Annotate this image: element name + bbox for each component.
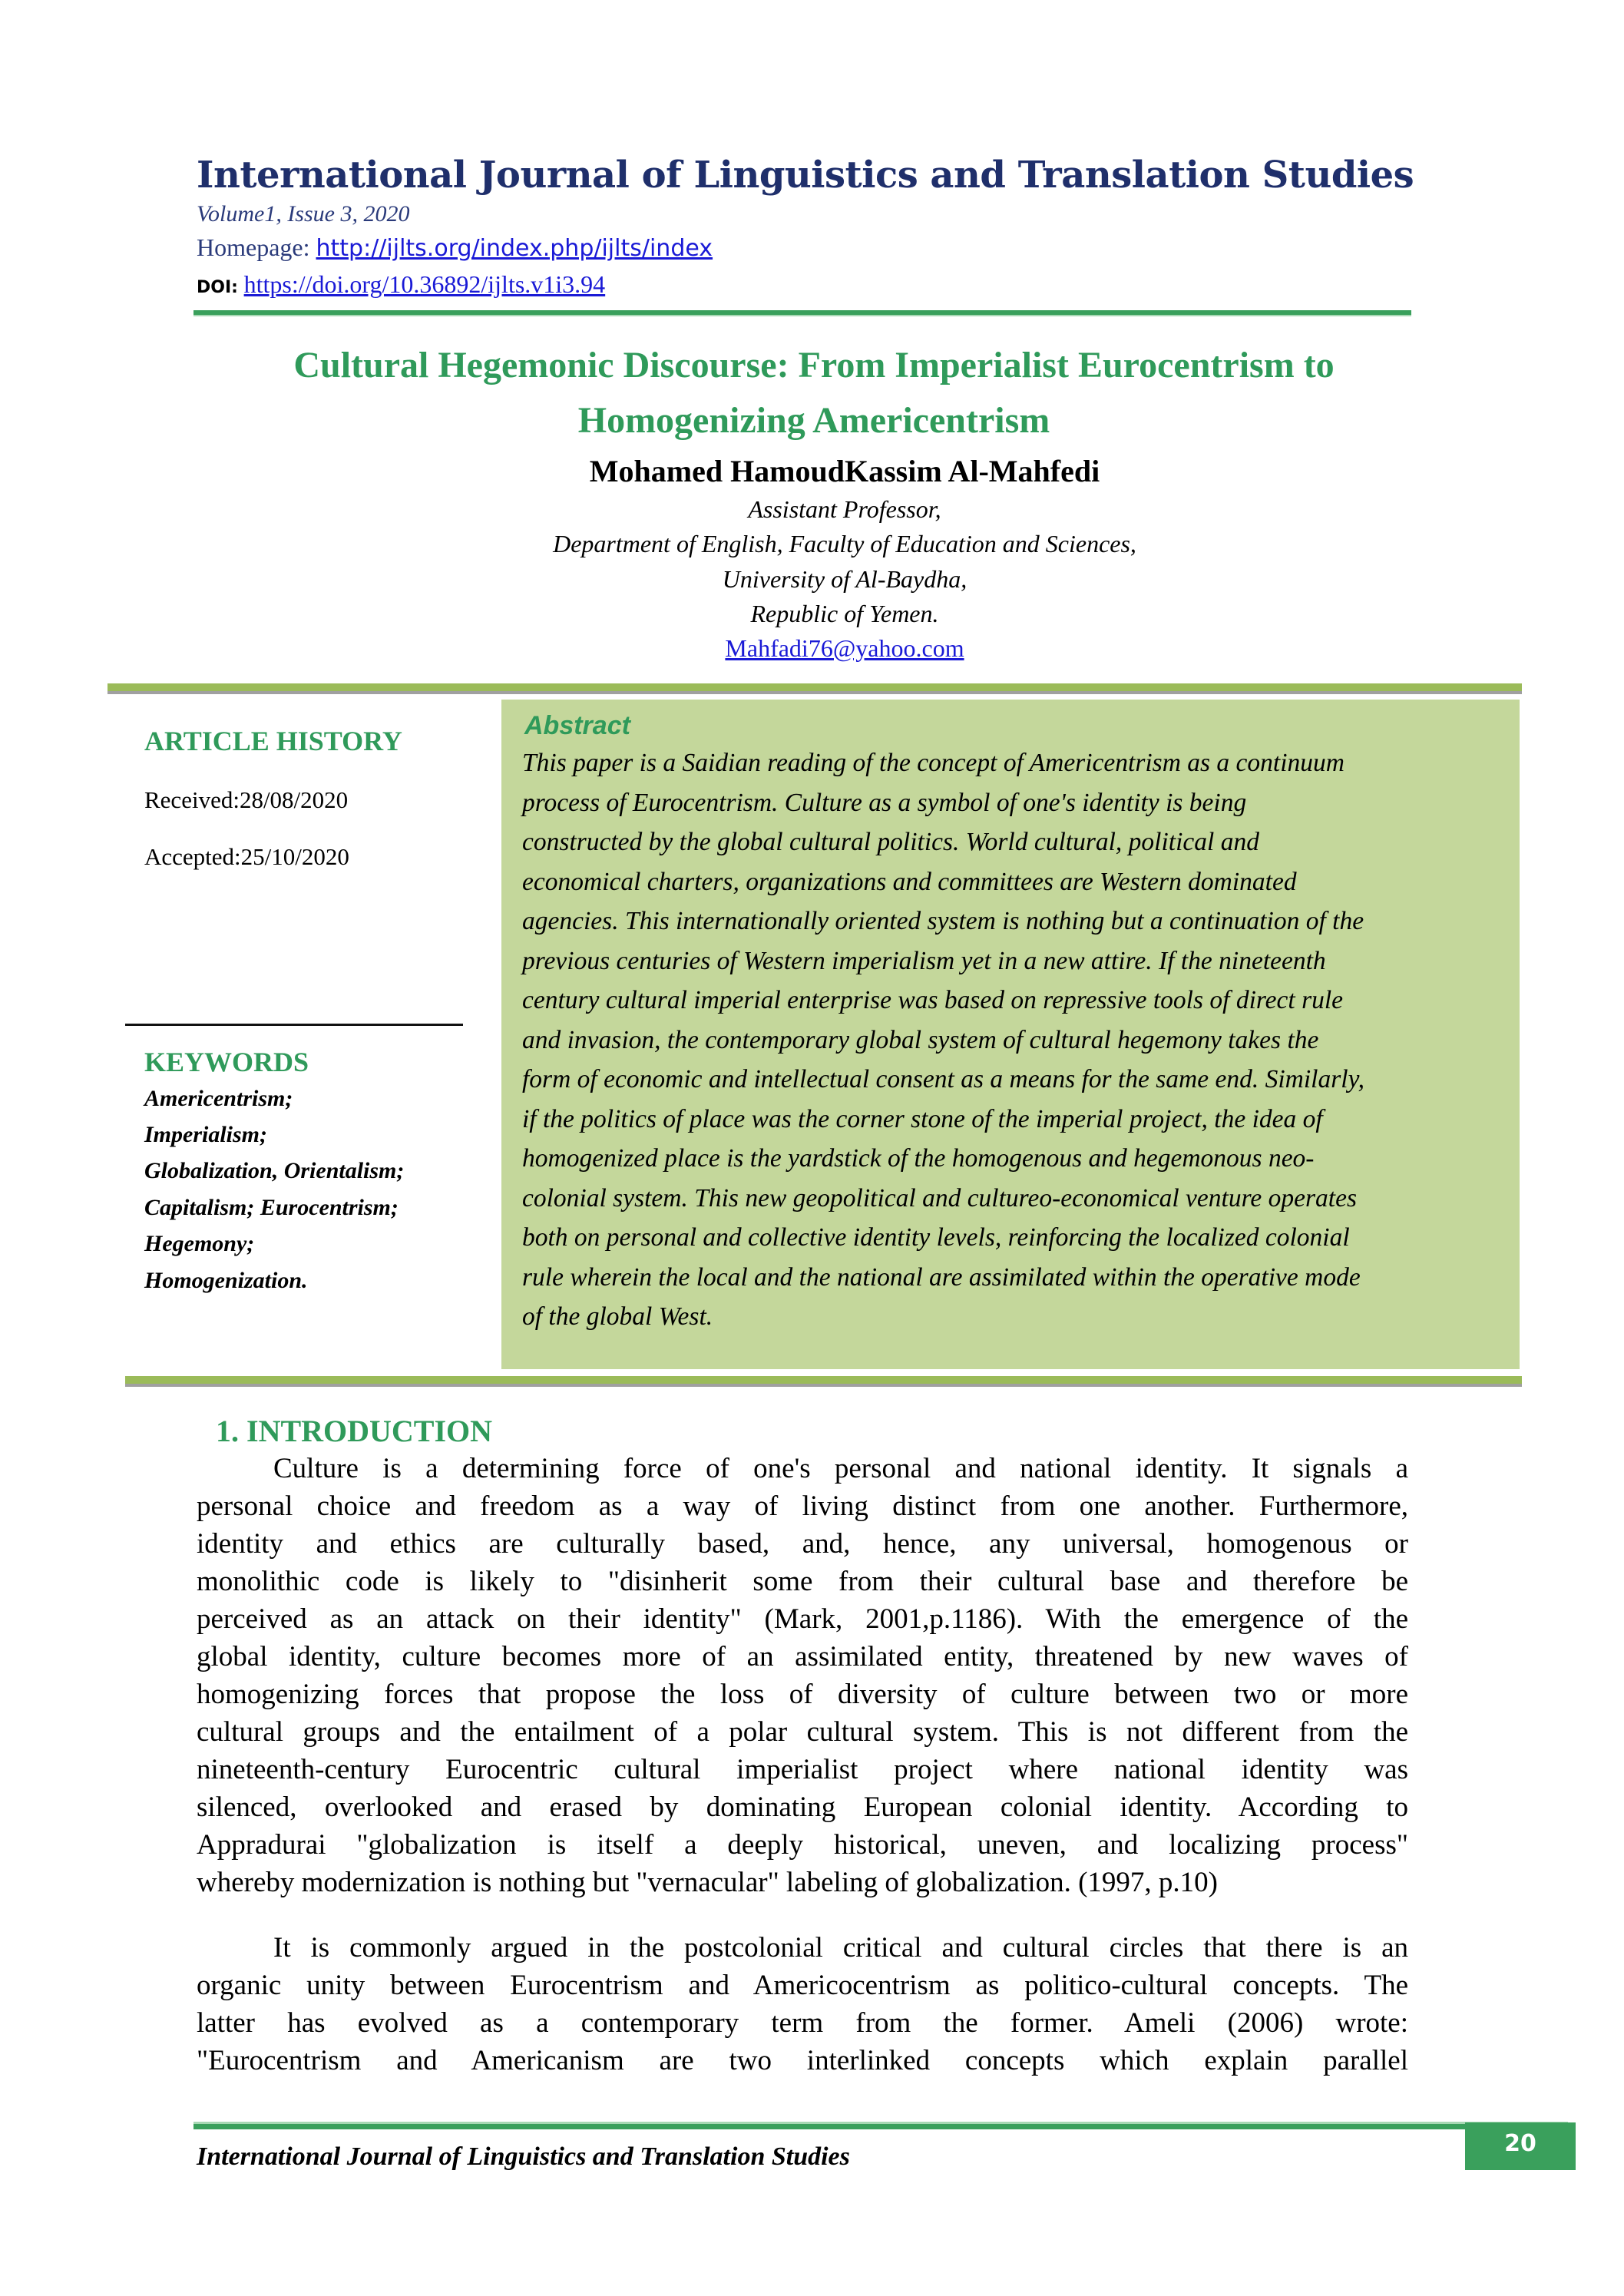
doi-line xyxy=(197,270,605,299)
abstract-band-bottom-shadow xyxy=(125,1384,1522,1387)
abstract-line: if the politics of place was the corner stone of the imperial project, the idea of xyxy=(522,1104,1323,1133)
body-line: "Eurocentrism and Americanism are two interlinked concepts which explain parallel xyxy=(197,2045,1408,2076)
paper-title-line-1: Cultural Hegemonic Discourse: From Imperialist Eurocentrism to xyxy=(293,345,1335,385)
accepted-date: Accepted:25/10/2020 xyxy=(144,843,349,870)
sidebar-divider xyxy=(125,1024,463,1026)
introduction-paragraph-2 xyxy=(197,1929,1408,2079)
abstract-text xyxy=(522,743,1517,1337)
abstract-band-top xyxy=(107,683,1522,691)
abstract-line: agencies. This internationally oriented system is nothing but a continuation of the xyxy=(522,907,1364,935)
keyword-item: Capitalism; Eurocentrism; xyxy=(144,1195,399,1220)
abstract-band-top-shadow xyxy=(107,691,1522,694)
author-name: Mohamed HamoudKassim Al-Mahfedi xyxy=(589,454,1100,488)
abstract-line: constructed by the global cultural politics. World cultural, political and xyxy=(522,828,1259,856)
keywords-heading: KEYWORDS xyxy=(144,1047,309,1077)
paper-title xyxy=(123,338,1505,448)
footer-rule xyxy=(193,2124,1568,2129)
abstract-line: century cultural imperial enterprise was based on repressive tools of direct rule xyxy=(522,986,1344,1014)
body-line: identity and ethics are culturally based, and, hence, any universal, homogenous or xyxy=(197,1528,1408,1560)
body-line: perceived as an attack on their identity" (Mark, 2001,p.1186). With the emergence of the xyxy=(197,1603,1408,1635)
body-line: cultural groups and the entailment of a polar cultural system. This is not different from the xyxy=(197,1716,1408,1748)
affiliation-country: Republic of Yemen. xyxy=(750,600,939,627)
abstract-line: and invasion, the contemporary global system of cultural hegemony takes the xyxy=(522,1025,1319,1054)
abstract-line: colonial system. This new geopolitical and cultureo-economical venture operates xyxy=(522,1183,1357,1213)
page-number-badge: 20 xyxy=(1465,2122,1576,2170)
affiliation-university: University of Al-Baydha, xyxy=(722,565,967,593)
body-line: monolithic code is likely to "disinherit some from their cultural base and therefore be xyxy=(197,1566,1408,1597)
body-line: organic unity between Eurocentrism and Americocentrism as politico-cultural concepts. The xyxy=(197,1970,1408,2001)
abstract-line: economical charters, organizations and committees are Western dominated xyxy=(522,867,1297,896)
doi-link[interactable]: https://doi.org/10.36892/ijlts.v1i3.94 xyxy=(243,270,606,298)
body-line: silenced, overlooked and erased by dominating European colonial identity. According to xyxy=(197,1791,1408,1823)
body-line: nineteenth-century Eurocentric cultural imperialist project where national identity was xyxy=(197,1754,1408,1785)
body-line: homogenizing forces that propose the loss of diversity of culture between two or more xyxy=(197,1679,1408,1710)
abstract-line: homogenized place is the yardstick of the homogenous and hegemonous neo- xyxy=(522,1144,1315,1173)
homepage-line xyxy=(197,233,713,262)
abstract-line: previous centuries of Western imperialism yet in a new attire. If the nineteenth xyxy=(522,946,1326,975)
paper-title-line-2: Homogenizing Americentrism xyxy=(577,400,1050,441)
keyword-item: Imperialism; xyxy=(144,1122,268,1147)
abstract-line: form of economic and intellectual consent as a means for the same end. Similarly, xyxy=(522,1065,1364,1093)
body-line: whereby modernization is nothing but "vernacular" labeling of globalization. (1997, p.10) xyxy=(197,1867,1218,1898)
keyword-item: Hegemony; xyxy=(144,1231,255,1256)
received-date: Received:28/08/2020 xyxy=(144,786,349,813)
journal-title: International Journal of Linguistics and Translation Studies xyxy=(197,154,1414,197)
introduction-heading: 1. INTRODUCTION xyxy=(216,1414,493,1448)
keyword-item: Americentrism; xyxy=(144,1086,293,1111)
abstract-band-bottom xyxy=(125,1376,1522,1384)
author-email-link[interactable]: Mahfadi76@yahoo.com xyxy=(725,634,964,662)
article-history-heading: ARTICLE HISTORY xyxy=(144,726,402,756)
abstract-heading: Abstract xyxy=(524,711,630,740)
footer-journal-name: International Journal of Linguistics and Translation Studies xyxy=(197,2142,850,2171)
author-email xyxy=(123,634,1566,663)
introduction-paragraph-1 xyxy=(197,1450,1408,1901)
homepage-link[interactable]: http://ijlts.org/index.php/ijlts/index xyxy=(316,235,713,262)
abstract-line: of the global West. xyxy=(522,1302,713,1331)
affiliation-department: Department of English, Faculty of Education and Sciences, xyxy=(553,530,1136,557)
header-rule-shadow xyxy=(193,315,1411,316)
body-line: It is commonly argued in the postcolonial critical and cultural circles that there is an xyxy=(273,1932,1408,1964)
abstract-line: This paper is a Saidian reading of the concept of Americentrism as a continuum xyxy=(522,749,1345,777)
abstract-line: rule wherein the local and the national are assimilated within the operative mode xyxy=(522,1262,1361,1292)
body-line: Appradurai "globalization is itself a deeply historical, uneven, and localizing process" xyxy=(197,1829,1408,1861)
affiliation-position: Assistant Professor, xyxy=(748,495,941,523)
body-line: Culture is a determining force of one's personal and national identity. It signals a xyxy=(273,1453,1408,1484)
keyword-item: Globalization, Orientalism; xyxy=(144,1158,405,1183)
volume-issue: Volume1, Issue 3, 2020 xyxy=(197,201,410,227)
homepage-label: Homepage: xyxy=(197,233,316,261)
doi-label: DOI: xyxy=(197,278,244,297)
abstract-line: process of Eurocentrism. Culture as a symbol of one's identity is being xyxy=(522,788,1247,817)
abstract-line: both on personal and collective identity levels, reinforcing the localized colonial xyxy=(522,1223,1350,1252)
body-line: global identity, culture becomes more of an assimilated entity, threatened by new waves of xyxy=(197,1641,1408,1672)
body-line: latter has evolved as a contemporary term from the former. Ameli (2006) wrote: xyxy=(197,2007,1408,2039)
body-line: personal choice and freedom as a way of living distinct from one another. Furthermore, xyxy=(197,1490,1408,1522)
keyword-item: Homogenization. xyxy=(144,1268,308,1293)
